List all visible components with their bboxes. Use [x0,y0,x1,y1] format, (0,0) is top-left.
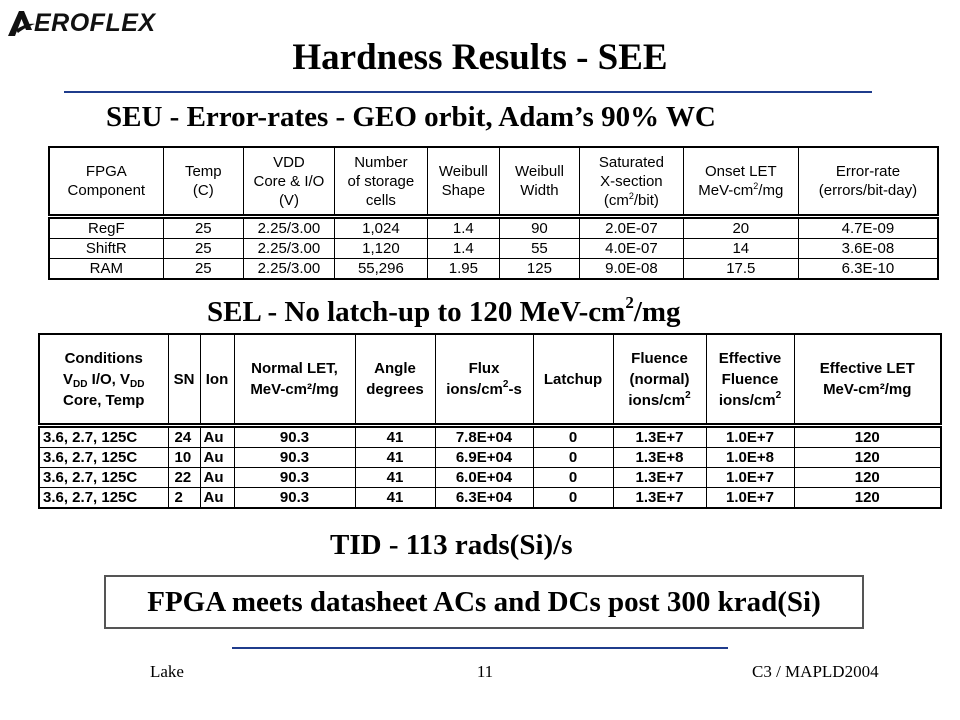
seu-error-rate-table [48,146,939,280]
table-cell: 20 [683,217,798,239]
table-cell: 2.25/3.00 [243,239,334,259]
table-cell: 120 [794,468,941,488]
table-cell: 1.0E+7 [706,488,794,509]
seu-header-weibull-shape: Weibull Shape [427,147,499,217]
footer-conference: C3 / MAPLD2004 [752,662,879,681]
sel-header-row [39,334,941,426]
sel-header-angle: Angle degrees [355,334,435,426]
table-cell: 1.3E+7 [613,488,706,509]
sel-header-flux: Flux ions/$cm^2-s$ [435,334,533,426]
conclusion-text: FPGA meets datasheet ACs and DCs post 300 krad(Si) [147,585,821,618]
sel-header-latchup: Latchup [533,334,613,426]
table-cell: 6.3E-10 [798,259,938,280]
table-cell: 3.6, 2.7, 125C [39,448,168,468]
sel-header-ion: Ion [200,334,234,426]
table-row [39,488,941,509]
table-cell: 125 [499,259,579,280]
table-cell: 14 [683,239,798,259]
table-cell: 1.0E+8 [706,448,794,468]
sel-header-fluence: Fluence (normal) ions/$cm^2$ [613,334,706,426]
table-cell: Au [200,426,234,448]
seu-header-vdd: VDD Core & I/O (V) [243,147,334,217]
table-cell: 25 [163,217,243,239]
sel-header-normal-let: Normal LET, MeV-cm²/mg [234,334,355,426]
seu-header-x-section: Saturated X-section $(cm^2/bit)$ [580,147,684,217]
table-cell: 90.3 [234,448,355,468]
table-cell: 120 [794,426,941,448]
table-cell: 2 [168,488,200,509]
table-cell: 1.4 [427,239,499,259]
table-cell: 3.6E-08 [798,239,938,259]
table-cell: 90.3 [234,488,355,509]
sel-header-effective-let: Effective LET MeV-cm²/mg [794,334,941,426]
table-cell: 2.25/3.00 [243,259,334,280]
seu-header-onset-let: Onset LET MeV-$cm^2/mg$ [683,147,798,217]
table-cell: 22 [168,468,200,488]
table-cell: 0 [533,426,613,448]
table-cell: Au [200,448,234,468]
table-row [39,426,941,448]
table-row [39,448,941,468]
table-cell: 6.9E+04 [435,448,533,468]
table-cell: 1.3E+8 [613,448,706,468]
seu-header-weibull-width: Weibull Width [499,147,579,217]
table-cell: 4.7E-09 [798,217,938,239]
table-cell: 10 [168,448,200,468]
table-cell: 90 [499,217,579,239]
title-divider [64,91,872,93]
footer-divider [232,647,728,649]
table-cell: ShiftR [49,239,163,259]
sel-latchup-table [38,333,942,509]
table-cell: 41 [355,488,435,509]
table-cell: 1.95 [427,259,499,280]
table-cell: RAM [49,259,163,280]
table-row [49,259,938,280]
aeroflex-logo [6,6,156,40]
table-cell: 17.5 [683,259,798,280]
footer-page-number: 11 [476,662,494,681]
sel-subtitle [207,295,681,329]
table-cell: 41 [355,448,435,468]
table-cell: 0 [533,468,613,488]
table-cell: 7.8E+04 [435,426,533,448]
table-cell: 55,296 [334,259,427,280]
table-cell: 41 [355,426,435,448]
table-cell: 4.0E-07 [580,239,684,259]
table-cell: 90.3 [234,468,355,488]
conclusion-box [104,575,864,629]
table-cell: 1.4 [427,217,499,239]
table-row [49,239,938,259]
table-cell: 25 [163,239,243,259]
table-cell: 0 [533,488,613,509]
seu-header-component: FPGA Component [49,147,163,217]
table-cell: Au [200,468,234,488]
sel-subtitle-sup: 2 [625,293,634,312]
table-cell: 6.0E+04 [435,468,533,488]
sel-subtitle-tail: /mg [633,296,681,328]
table-cell: 25 [163,259,243,280]
logo-text: EROFLEX [34,8,156,37]
sel-header-effective-fluence: Effective Fluence ions/$cm^2$ [706,334,794,426]
seu-header-row [49,147,938,217]
table-cell: 3.6, 2.7, 125C [39,426,168,448]
table-cell: 90.3 [234,426,355,448]
table-cell: Au [200,488,234,509]
table-cell: RegF [49,217,163,239]
table-cell: 1.3E+7 [613,426,706,448]
seu-header-error-rate: Error-rate (errors/bit-day) [798,147,938,217]
aeroflex-a-logo-icon [6,8,36,38]
table-cell: 41 [355,468,435,488]
seu-header-temp: Temp (C) [163,147,243,217]
table-cell: 1,120 [334,239,427,259]
table-row [39,468,941,488]
table-cell: 120 [794,448,941,468]
sel-header-conditions: Conditions $V_{DD}$ I/O, $V_{DD}$ Core, Temp [39,334,168,426]
table-cell: 1.0E+7 [706,468,794,488]
sel-subtitle-text: SEL - No latch-up to 120 MeV-cm [207,296,626,328]
table-cell: 2.0E-07 [580,217,684,239]
table-cell: 9.0E-08 [580,259,684,280]
footer-author: Lake [150,662,184,681]
table-cell: 120 [794,488,941,509]
page-title: Hardness Results - SEE [292,37,668,78]
table-cell: 6.3E+04 [435,488,533,509]
seu-header-cells: Number of storage cells [334,147,427,217]
table-cell: 55 [499,239,579,259]
table-row [49,217,938,239]
sel-header-sn: SN [168,334,200,426]
table-cell: 3.6, 2.7, 125C [39,488,168,509]
table-cell: 1,024 [334,217,427,239]
table-cell: 24 [168,426,200,448]
seu-subtitle: SEU - Error-rates - GEO orbit, Adam’s 90% WC [106,101,716,133]
table-cell: 1.3E+7 [613,468,706,488]
table-cell: 1.0E+7 [706,426,794,448]
table-cell: 3.6, 2.7, 125C [39,468,168,488]
table-cell: 0 [533,448,613,468]
table-cell: 2.25/3.00 [243,217,334,239]
tid-subtitle: TID - 113 rads(Si)/s [330,529,573,561]
